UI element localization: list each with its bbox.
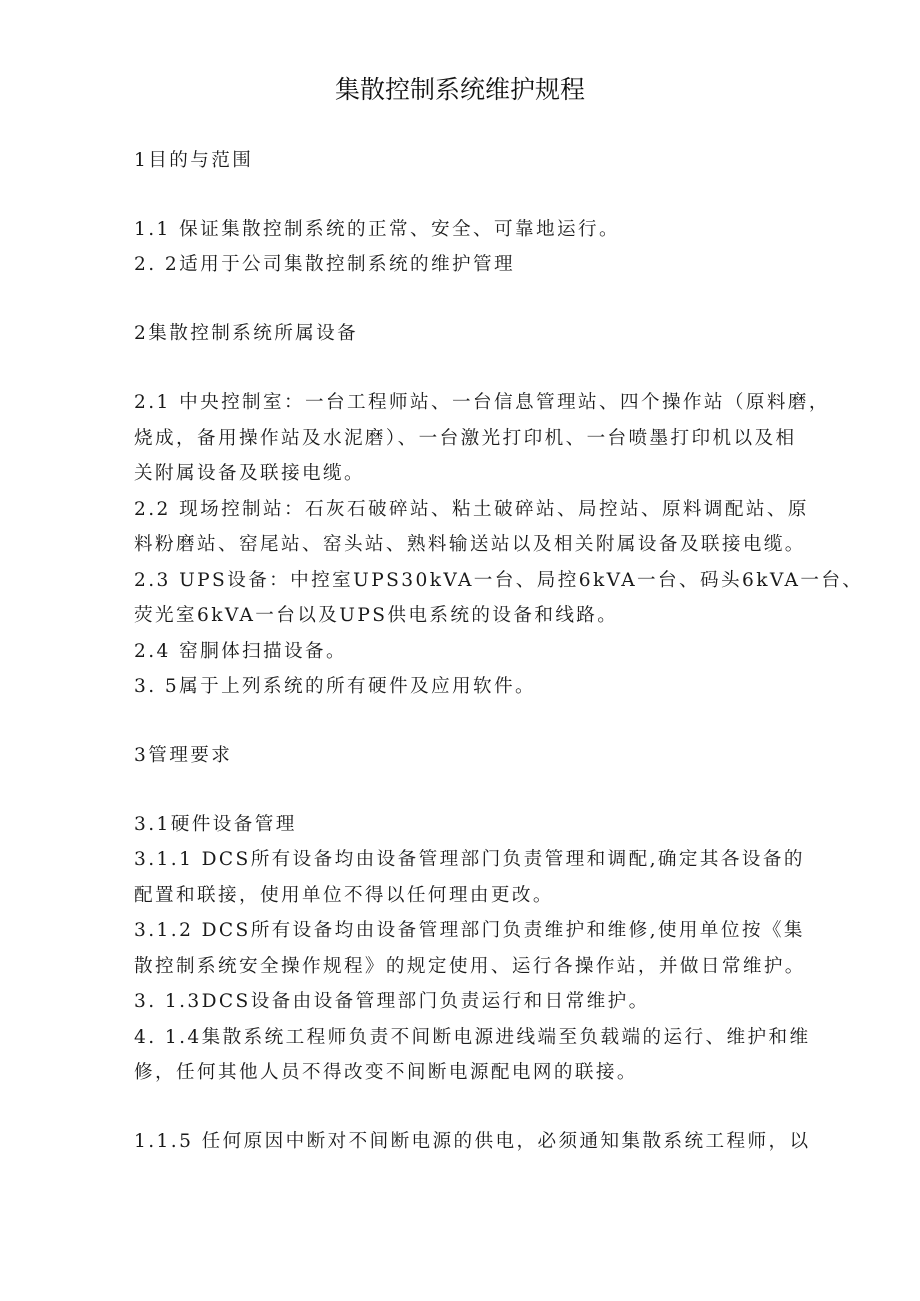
paragraph-line: 料粉磨站、窑尾站、窑头站、熟料输送站以及相关附属设备及联接电缆。 [134,534,806,555]
paragraph-line: 3. 1.3DCS设备由设备管理部门负责运行和日常维护。 [134,991,650,1012]
paragraph-line: 3. 5属于上列系统的所有硬件及应用软件。 [134,676,536,697]
section-heading-1: 1目的与范围 [134,150,254,171]
paragraph-line: 2.2 现场控制站：石灰石破碎站、粘土破碎站、局控站、原料调配站、原 [134,499,809,520]
paragraph-line: 3.1.2 DCS所有设备均由设备管理部门负责维护和维修,使用单位按《集 [134,920,805,941]
paragraph-line: 烧成，备用操作站及水泥磨）、一台激光打印机、一台喷墨打印机以及相 [134,428,797,449]
paragraph-line: 2. 2适用于公司集散控制系统的维护管理 [134,254,515,275]
paragraph-line: 2.4 窑胴体扫描设备。 [134,641,348,662]
section-heading-2: 2集散控制系统所属设备 [134,323,359,344]
document-title: 集散控制系统维护规程 [334,75,585,104]
paragraph-line: 关附属设备及联接电缆。 [134,463,365,484]
paragraph-line: 3.1.1 DCS所有设备均由设备管理部门负责管理和调配,确定其各设备的 [134,849,805,870]
paragraph-line: 荧光室6kVA一台以及UPS供电系统的设备和线路。 [134,605,619,626]
subsection-heading: 3.1硬件设备管理 [134,814,297,835]
paragraph-line: 配置和联接，使用单位不得以任何理由更改。 [134,885,554,906]
paragraph-line: 2.3 UPS设备：中控室UPS30kVA一台、局控6kVA一台、码头6kVA一台、 [134,570,864,591]
paragraph-line: 2.1 中央控制室：一台工程师站、一台信息管理站、四个操作站（原料磨， [134,392,830,413]
paragraph-line: 1.1 保证集散控制系统的正常、安全、可靠地运行。 [134,219,620,240]
paragraph-line: 修，任何其他人员不得改变不间断电源配电网的联接。 [134,1062,638,1083]
section-heading-3: 3管理要求 [134,745,233,766]
paragraph-line: 4. 1.4集散系统工程师负责不间断电源进线端至负载端的运行、维护和维 [134,1027,811,1048]
paragraph-line: 1.1.5 任何原因中断对不间断电源的供电，必须通知集散系统工程师，以 [134,1131,811,1152]
paragraph-line: 散控制系统安全操作规程》的规定使用、运行各操作站，并做日常维护。 [134,956,806,977]
